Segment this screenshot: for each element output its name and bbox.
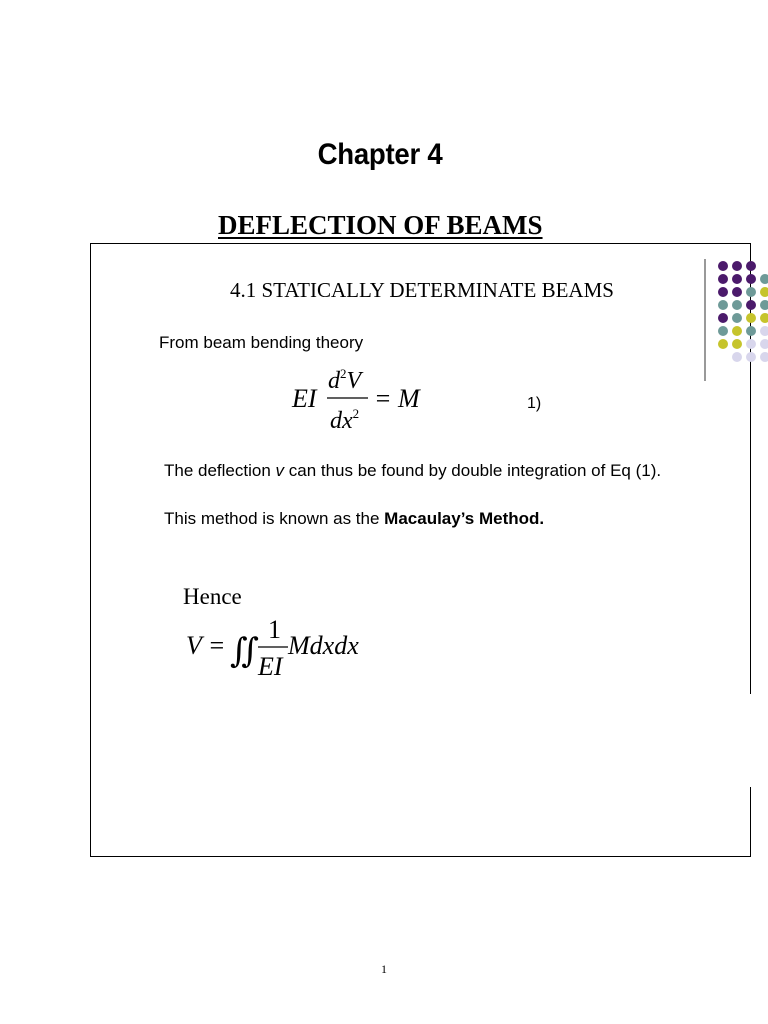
eq2-numerator: 1 xyxy=(268,615,281,644)
decoration-dot xyxy=(746,274,756,284)
decoration-dot xyxy=(732,261,742,271)
eq1-denominator: $dx^2$ xyxy=(330,406,360,434)
decoration-dot xyxy=(746,313,756,323)
decoration-dot xyxy=(718,339,728,349)
method-sentence xyxy=(164,509,544,529)
equation-number: 1) xyxy=(527,395,542,412)
decoration-dot xyxy=(718,274,728,284)
chapter-heading: Chapter 4 xyxy=(317,138,443,171)
decoration-dot xyxy=(732,326,742,336)
eq2-lhs: V = xyxy=(186,631,226,660)
decoration-dot xyxy=(732,300,742,310)
eq2-integrand: Mdxdx xyxy=(288,631,359,660)
decoration-dot xyxy=(746,287,756,297)
equation-1 xyxy=(288,362,448,434)
deflection-prefix: The deflection xyxy=(164,461,276,480)
hence-label: Hence xyxy=(183,584,242,609)
deflection-variable: v xyxy=(275,461,285,480)
method-name: Macaulay’s Method. xyxy=(384,509,545,528)
method-prefix: This method is known as the xyxy=(164,509,385,528)
equation-2 xyxy=(184,612,384,682)
eq2-denominator: EI xyxy=(258,652,283,681)
decoration-dot xyxy=(718,300,728,310)
eq1-numerator: $d^2V$ xyxy=(328,366,362,394)
deflection-suffix: can thus be found by double integration of Eq (1). xyxy=(284,461,662,480)
intro-text: From beam bending theory xyxy=(159,333,364,352)
decoration-dot xyxy=(760,339,768,349)
decoration-dot xyxy=(732,313,742,323)
eq2-integral: ∬ xyxy=(230,631,259,671)
page-number: 1 xyxy=(381,962,387,976)
decoration-dot xyxy=(760,274,768,284)
decoration-dot xyxy=(732,287,742,297)
decoration-dot xyxy=(746,300,756,310)
decoration-dot xyxy=(746,339,756,349)
decoration-dot xyxy=(732,352,742,362)
decoration-dot xyxy=(718,287,728,297)
decoration-dot xyxy=(718,261,728,271)
decoration-dot xyxy=(760,287,768,297)
decoration-dot xyxy=(746,352,756,362)
decoration-dot xyxy=(760,313,768,323)
decoration-dot xyxy=(760,352,768,362)
dot-pattern-decoration xyxy=(704,259,768,381)
frame-gap xyxy=(748,694,752,787)
document-title: DEFLECTION OF BEAMS xyxy=(218,210,543,240)
decoration-dot xyxy=(732,339,742,349)
decoration-dots xyxy=(718,261,768,362)
decoration-dot xyxy=(760,326,768,336)
eq1-lhs: EI xyxy=(292,384,317,413)
section-heading: 4.1 STATICALLY DETERMINATE BEAMS xyxy=(230,278,614,302)
eq1-equals: = M xyxy=(374,384,420,413)
decoration-dot xyxy=(718,326,728,336)
deflection-sentence xyxy=(164,461,661,481)
decoration-dot xyxy=(760,300,768,310)
decoration-dot xyxy=(746,261,756,271)
decoration-dot xyxy=(732,274,742,284)
decoration-dot xyxy=(718,313,728,323)
decoration-dot xyxy=(746,326,756,336)
